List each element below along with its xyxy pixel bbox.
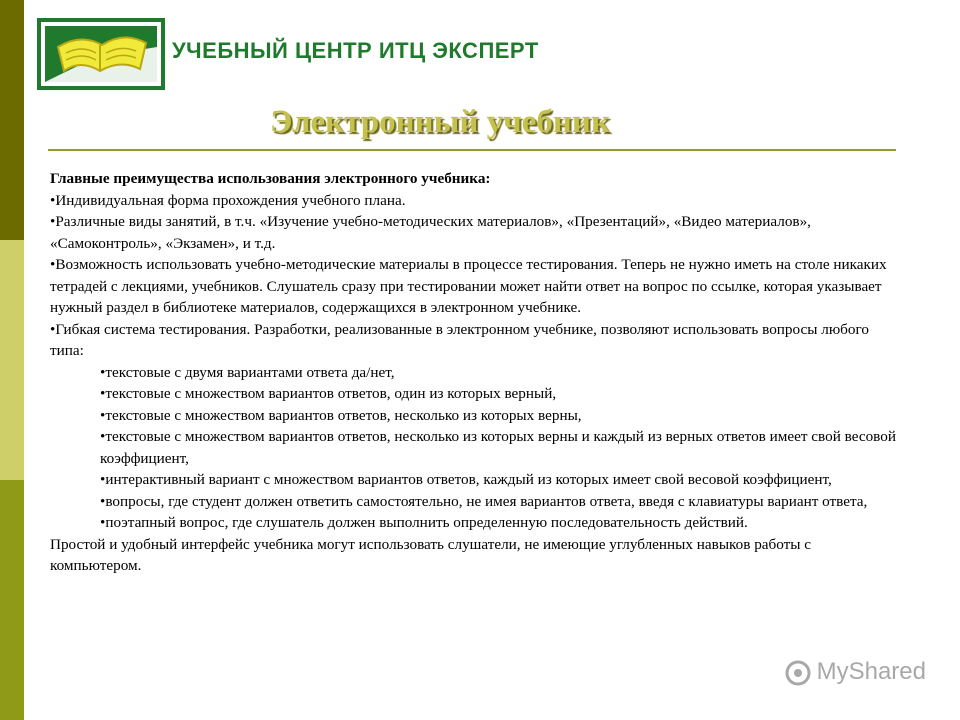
org-name: УЧЕБНЫЙ ЦЕНТР ИТЦ ЭКСПЕРТ — [172, 38, 539, 63]
bullet-item: •Индивидуальная форма прохождения учебного плана. — [50, 191, 406, 209]
sub-bullet-item: •текстовые с двумя вариантами ответа да/нет, — [100, 363, 395, 381]
side-stripe-bottom — [0, 480, 24, 720]
side-stripe-middle — [0, 240, 24, 480]
myshared-logo-icon — [785, 660, 811, 686]
watermark-text: MyShared — [816, 658, 926, 685]
sub-bullet-item: •текстовые с множеством вариантов ответов, несколько из которых верны и каждый из верных ответов имеет свой весовой коэффициент, — [100, 428, 896, 467]
bullet-item: •Гибкая система тестирования. Разработки, реализованные в электронном учебнике, позволяют использовать вопросы любого типа: — [50, 320, 869, 359]
bullet-item: •Возможность использовать учебно-методические материалы в процессе тестирования. Теперь не нужно иметь на столе никаких тетрадей с лекциями, учебников. Слушатель сразу при тестировании может найти ответ на вопрос по ссылке, которая указывает нужный раздел в библиотеке материалов, содержащихся в электронном учебнике. — [50, 256, 887, 316]
closing-paragraph: Простой и удобный интерфейс учебника могут использовать слушатели, не имеющие углубленных навыков работы с компьютером. — [50, 535, 812, 574]
advantages-heading: Главные преимущества использования электронного учебника: — [50, 170, 491, 187]
sub-bullet-item: •интерактивный вариант с множеством вариантов ответов, каждый из которых имеет свой весовой коэффициент, — [100, 471, 832, 488]
sub-bullet-item: •текстовые с множеством вариантов ответов, несколько из которых верны, — [100, 406, 582, 424]
sub-bullet-item: •текстовые с множеством вариантов ответов, один из которых верный, — [100, 385, 557, 402]
page-title: Электронный учебник — [270, 104, 610, 140]
open-book-logo-icon — [36, 17, 166, 91]
sub-bullet-item: •поэтапный вопрос, где слушатель должен выполнить определенную последовательность действий. — [100, 514, 748, 531]
title-divider — [48, 149, 896, 151]
slide-body — [50, 168, 900, 577]
sub-bullet-item: •вопросы, где студент должен ответить самостоятельно, не имея вариантов ответа, введя с клавиатуры вариант ответа, — [100, 492, 868, 510]
watermark — [785, 658, 926, 686]
bullet-item: •Различные виды занятий, в т.ч. «Изучение учебно-методических материалов», «Презентаций», «Видео материалов», «Самоконтроль», «Экзамен», и т.д. — [50, 213, 811, 252]
